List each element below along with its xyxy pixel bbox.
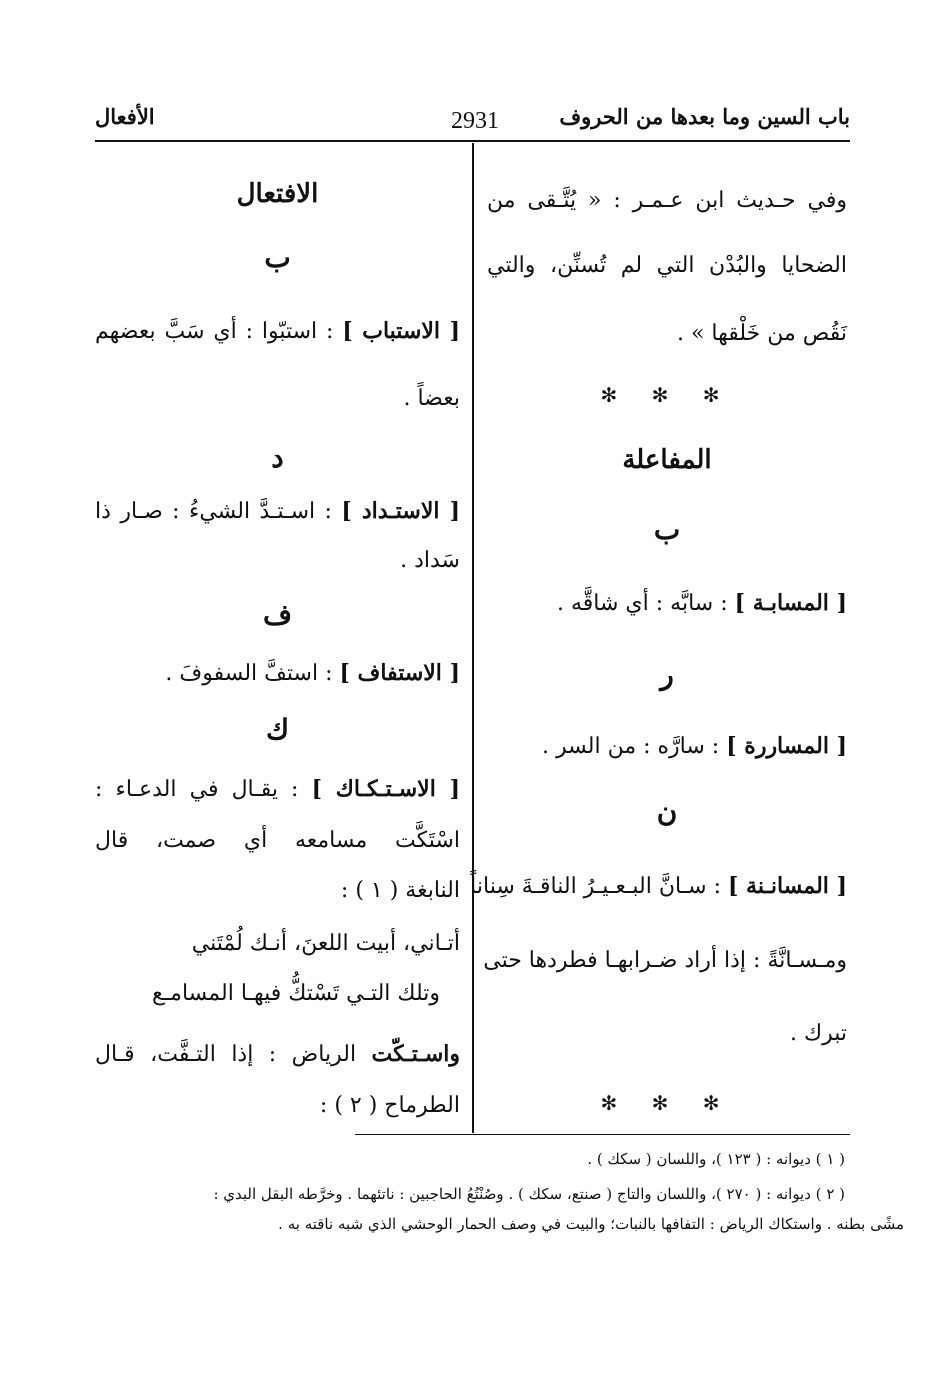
def-musarara: : سارَّه : من السر . [542, 734, 727, 759]
entry-istikat [95, 1041, 460, 1067]
column-divider [472, 143, 474, 1133]
page-number: 2931 [451, 108, 499, 134]
chapter-title: باب السين وما بعدها من الحروف [559, 104, 850, 129]
def-istikak: : يقـال في الدعـاء : [95, 777, 312, 802]
musanana-line-3: تبرك . [789, 1021, 847, 1046]
term-musanana: [ المسانـنة ] [727, 873, 847, 899]
istibab-line-2: بعضاً . [403, 386, 460, 411]
istidad-line-2: سَداد . [400, 548, 460, 573]
footnote-2: ( ٢ ) ديوانه : ( ٢٧٠ )، واللسان والتاج ( صنتع، سكك ) . وصُنْتُعُ الحاجبين : ناتئهما . وخرَّطه البقل البدي : [213, 1185, 845, 1203]
section-title: الأفعال [95, 104, 155, 129]
entry-musababa [557, 590, 847, 616]
hadith-line-3: نَقُص من خَلْقها » . [676, 321, 847, 346]
letter-r: ر [660, 658, 674, 691]
term-istikak: [ الاسـتـكـاك ] [311, 776, 460, 802]
term-istidad: [ الاستـداد ] [341, 498, 460, 524]
def-musanana: : سـانَّ البـعـيـرُ الناقـةَ سِناناً [470, 874, 728, 899]
term-musarara: [ المساررة ] [726, 733, 847, 759]
istikak-line-2: اسْتَكَّت مسامعه أي صمت، قال [95, 828, 460, 853]
footnote-1: ( ١ ) ديوانه : ( ١٢٣ )، واللسان ( سكك ) . [587, 1150, 845, 1168]
hadith-line-1: وفي حـديث ابن عـمـر : « يُتَّـقى من [487, 188, 847, 213]
entry-istifaf [165, 660, 460, 686]
term-musababa: [ المسابـة ] [734, 590, 847, 616]
letter-b-right: ب [653, 513, 681, 546]
hadith-line-2: الضحايا والبُدْن التي لم تُسنِّن، والتي [487, 253, 847, 278]
entry-musanana [470, 873, 847, 899]
heading-iftiaal: الافتعال [236, 179, 319, 209]
def-istidad: : اسـتـدَّ الشيءُ : صـار ذا [95, 499, 342, 524]
def-istifaf: : استفَّ السفوفَ . [165, 661, 340, 686]
entry-istibab [95, 318, 460, 344]
header-rule [95, 140, 850, 142]
def-istikat: الرياض : إذا التـفَّت، قـال [95, 1042, 372, 1067]
istikak-line-3: النابغة ( ١ ) : [340, 878, 460, 903]
heading-mufaala: المفاعلة [622, 445, 712, 475]
musanana-line-2: ومـسـانَّةً : إذا أراد ضـرابهـا فطردها حتى [483, 948, 847, 973]
istikat-line-2: الطرماح ( ٢ ) : [319, 1093, 460, 1118]
letter-b-left: ب [264, 241, 291, 274]
term-istikat: واسـتـكّت [371, 1041, 460, 1067]
entry-istidad [95, 498, 460, 524]
letter-k: ك [265, 713, 290, 746]
entry-istikak [95, 776, 460, 802]
footnote-rule [355, 1134, 850, 1135]
term-istifaf: [ الاستفاف ] [339, 660, 460, 686]
stars-divider-top: ✻ ✻ ✻ [600, 383, 734, 407]
verse-line-1: أتـاني، أبيت اللعنَ، أنـك لُمْتَني [191, 931, 460, 956]
footnote-2-cont: مشًى بطنه . واستكاك الرياض : التفافها بالنبات؛ والبيت في وصف الحمار الوحشي الذي شبه ناقته به . [278, 1215, 904, 1233]
term-istibab: [ الاستباب ] [342, 318, 460, 344]
verse-line-2: وتلك التـي تَسْتكُّ فيهـا المسامـع [152, 981, 440, 1006]
page-header [95, 100, 850, 140]
letter-d: د [271, 441, 284, 474]
def-istibab: : استبّوا : أي سَبَّ بعضهم [95, 319, 343, 344]
def-musababa: : سابَّه : أي شاقَّه . [557, 591, 735, 616]
letter-n: ن [656, 795, 678, 828]
stars-divider-bottom: ✻ ✻ ✻ [600, 1091, 734, 1115]
entry-musarara [542, 733, 847, 759]
letter-f: ف [262, 598, 293, 631]
